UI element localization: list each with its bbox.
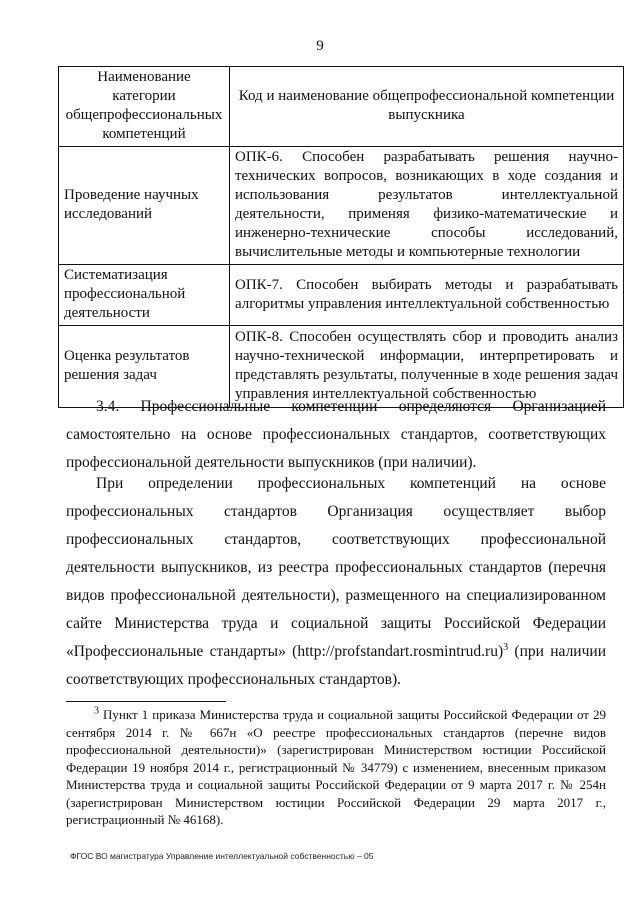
row-category: Оценка результатов решения задач — [59, 326, 230, 408]
table-row — [59, 147, 624, 265]
footnote-mark: 3 — [94, 705, 99, 717]
document-footer: ФГОС ВО магистратура Управление интеллектуальной собственностью – 05 — [70, 851, 374, 861]
row-description: ОПК-8. Способен осуществлять сбор и проводить анализ научно-технической информации, интерпретировать и представлять результаты, полученные в ходе решения задач управления интеллектуальной собственностью — [230, 326, 624, 408]
header-category: Наименование категории общепрофессиональных компетенций — [59, 67, 230, 147]
footnote-reference: 3 — [503, 641, 509, 653]
row-description: ОПК-6. Способен разрабатывать решения научно-технических вопросов, возникающих в ходе создания и использования результатов интеллектуальной деятельности, применяя физико-математические и инженерно-технические способы исследований, вычислительные методы и компьютерные технологии — [230, 147, 624, 265]
paragraph-text-end: (при наличии соответствующих профессиональных стандартов). — [66, 643, 606, 688]
paragraph-3-4: 3.4. Профессиональные компетенции определяются Организацией самостоятельно на основе профессиональных стандартов, соответствующих профессиональной деятельности выпускников (при наличии). — [66, 398, 606, 471]
competency-table — [58, 66, 624, 408]
row-category: Систематизация профессиональной деятельности — [59, 265, 230, 326]
table-header-row — [59, 67, 624, 147]
paragraph-professional-standards — [66, 470, 606, 694]
row-description: ОПК-7. Способен выбирать методы и разрабатывать алгоритмы управления интеллектуальной собственностью — [230, 265, 624, 326]
table-row — [59, 265, 624, 326]
paragraph-text: При определении профессиональных компетенций на основе профессиональных стандартов Организация осуществляет выбор профессиональных стандартов, соответствующих профессиональной деятельности выпускников, из реестра профессиональных стандартов (перечня видов профессиональной деятельности), размещенного на специализированном сайте Министерства труда и социальной защиты Российской Федерации «Профессиональные стандарты» (http://profstandart.rosmintrud.ru) — [66, 475, 606, 660]
footnote-divider — [66, 701, 226, 702]
page-number: 9 — [316, 38, 324, 54]
footnote-text: Пункт 1 приказа Министерства труда и социальной защиты Российской Федерации от 29 сентября 2014 г. № 667н «О реестре профессиональных стандартов (перечне видов профессиональной деятельности)» (зарегистрирован Министерством юстиции Российской Федерации 19 ноября 2014 г., регистрационный № 34779) с изменением, внесенным приказом Министерства труда и социальной защиты Российской Федерации от 9 марта 2017 г. № 254н (зарегистрирован Министерством юстиции Российской Федерации 29 марта 2017 г., регистрационный № 46168). — [66, 707, 606, 827]
header-competence: Код и наименование общепрофессиональной компетенции выпускника — [230, 67, 624, 147]
row-category: Проведение научных исследований — [59, 147, 230, 265]
footnote — [66, 706, 606, 829]
